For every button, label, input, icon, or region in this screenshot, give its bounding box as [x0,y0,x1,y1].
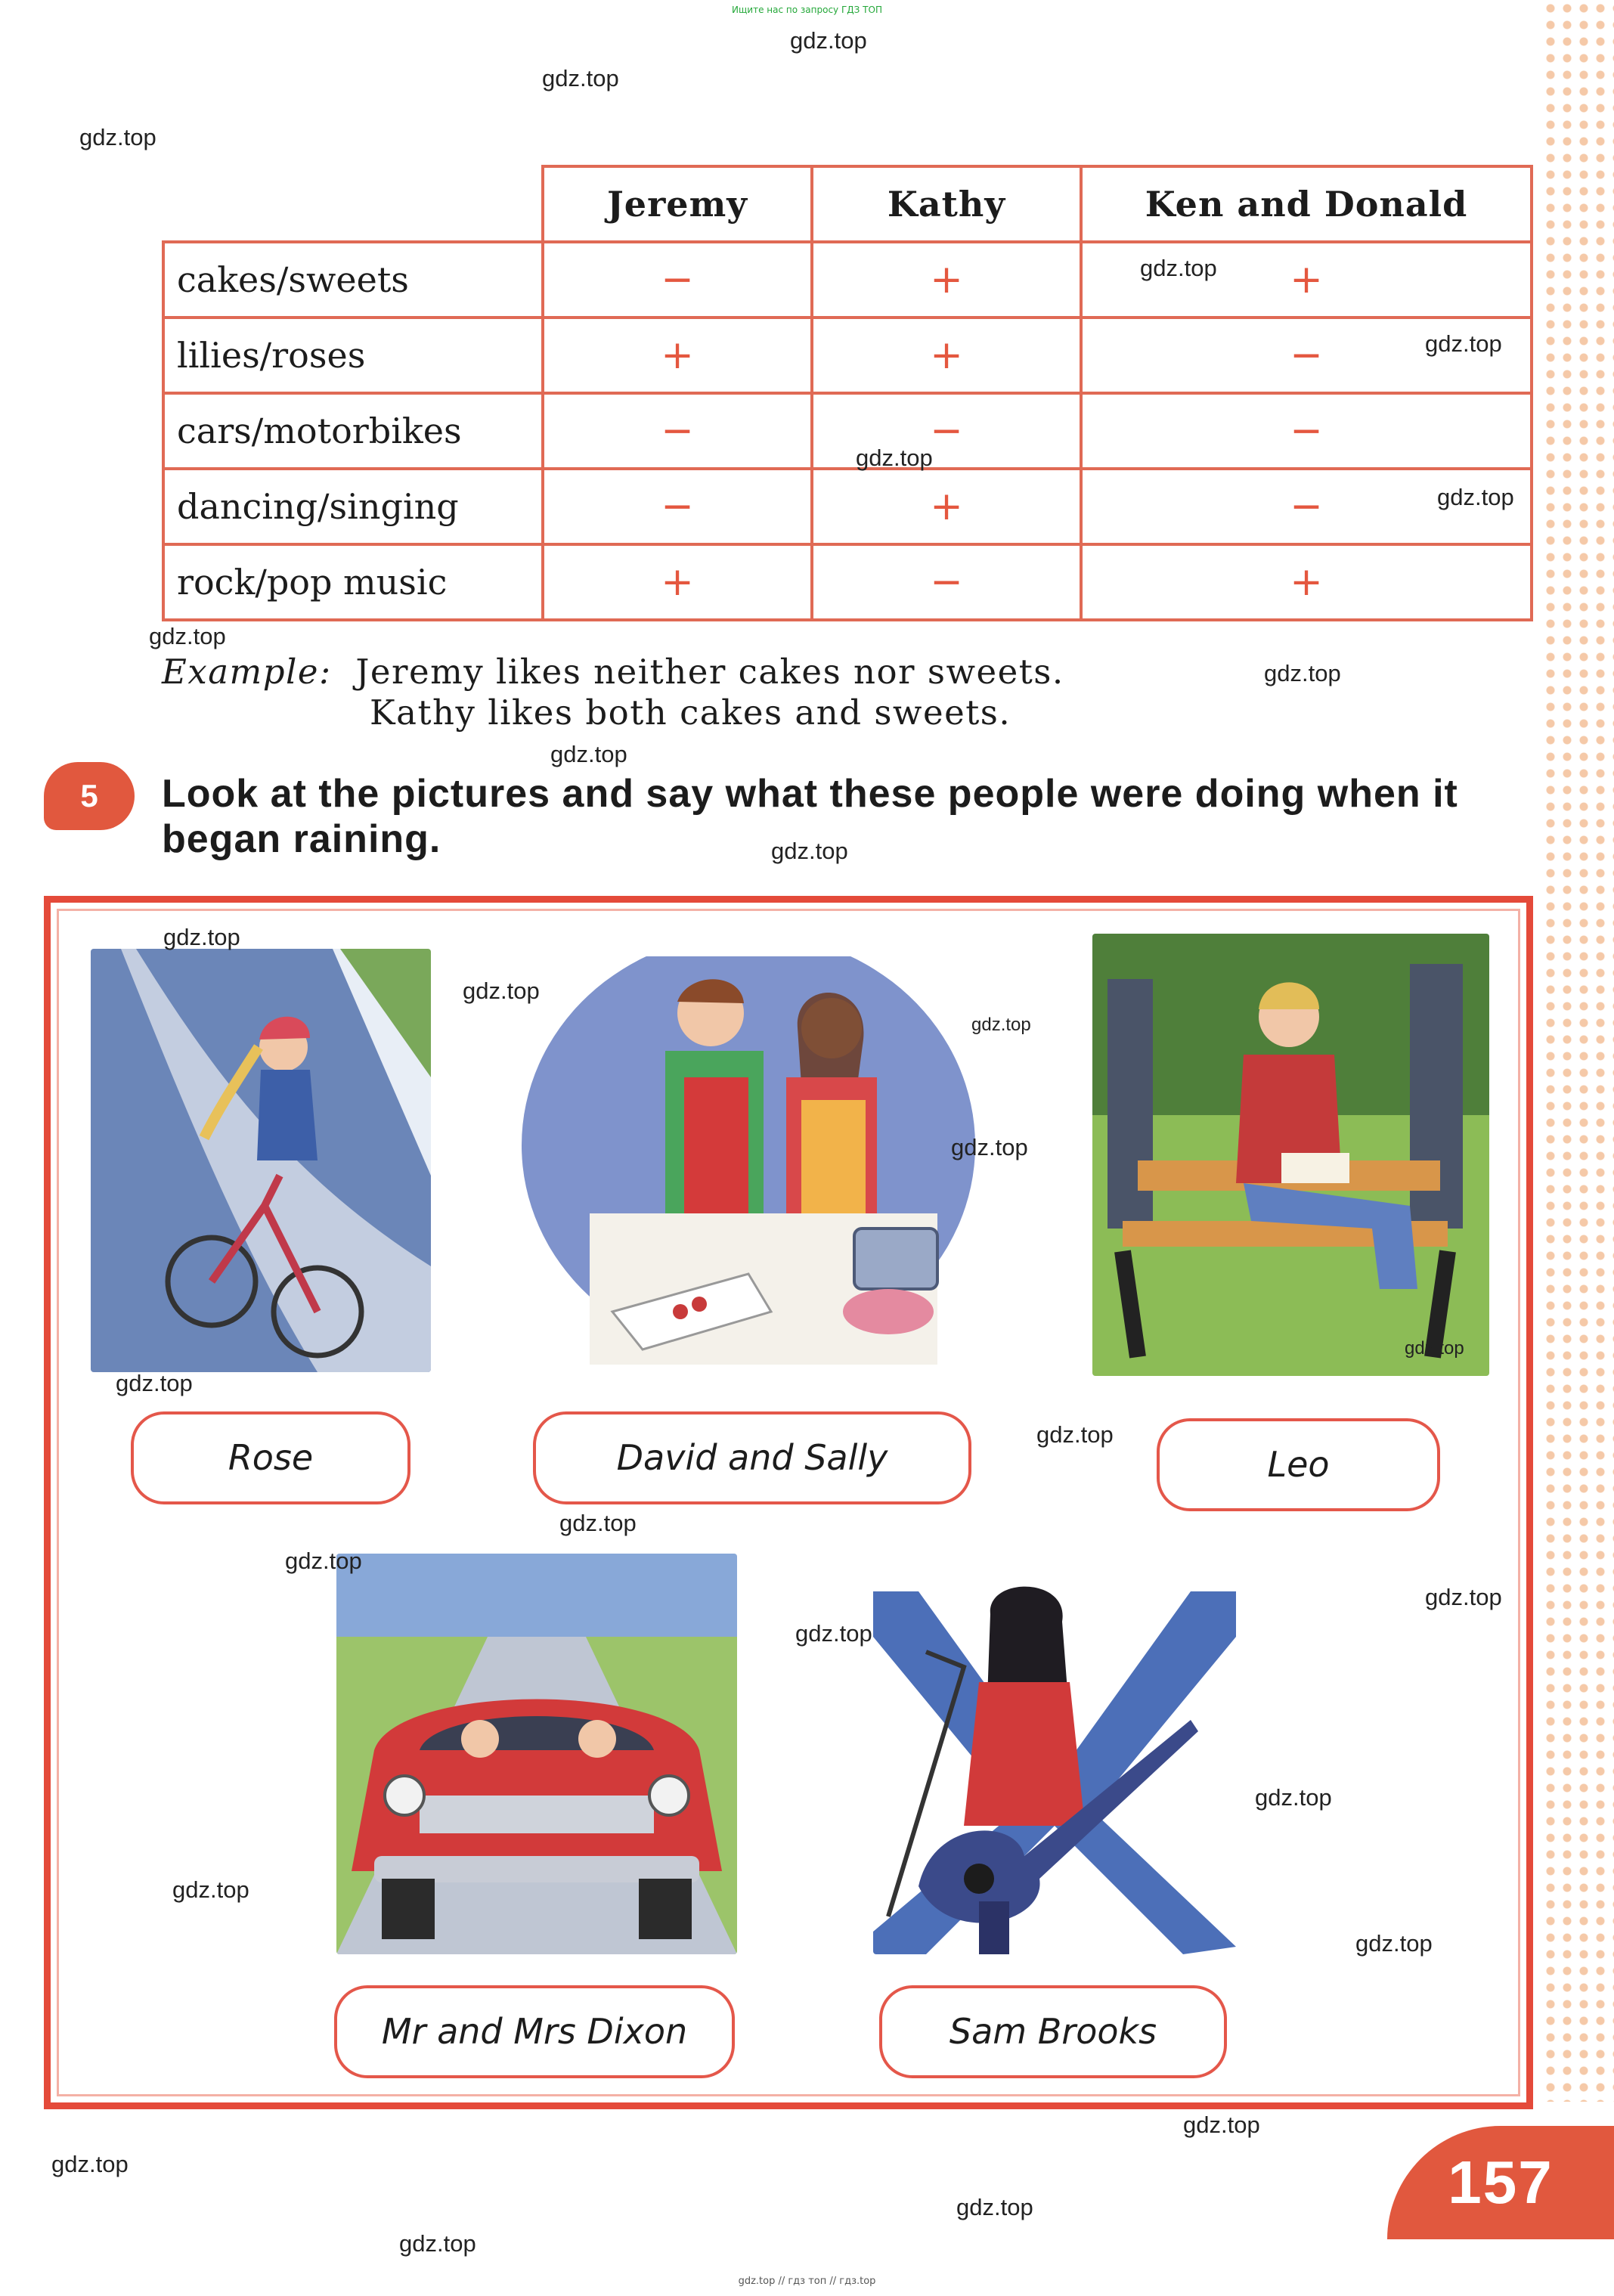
header-note: Ищите нас по запросу ГДЗ ТОП [732,5,882,15]
row-item: rock/pop music [163,544,543,620]
mark-cell: − [812,393,1081,469]
dixon-driving-picture [336,1554,737,1954]
watermark: gdz.top [51,2151,129,2177]
watermark: gdz.top [542,65,619,91]
table-row [163,242,1532,318]
example-line-2: Kathy likes both cakes and sweets. [370,693,1011,733]
watermark: gdz.top [1425,330,1502,357]
mark-cell: + [812,318,1081,393]
watermark: gdz.top [951,1134,1028,1160]
name-label-leo: Leo [1157,1418,1440,1511]
example-label: Example: [162,652,332,692]
watermark: gdz.top [1405,1338,1464,1359]
watermark: gdz.top [550,741,627,767]
watermark: gdz.top [971,1015,1031,1035]
preferences-table [162,165,1533,621]
table-row [163,393,1532,469]
watermark: gdz.top [285,1548,362,1574]
name-label-dixon: Mr and Mrs Dixon [334,1985,735,2078]
watermark: gdz.top [559,1510,637,1536]
table-corner [163,166,543,242]
mark-cell: + [1081,544,1532,620]
watermark: gdz.top [149,623,226,649]
mark-cell: + [543,318,812,393]
watermark: gdz.top [1355,1930,1433,1957]
rose-cycling-picture [91,949,431,1372]
watermark: gdz.top [1264,660,1341,686]
watermark: gdz.top [771,838,848,864]
example-block [162,652,1064,733]
row-item: cakes/sweets [163,242,543,318]
column-header: Jeremy [543,166,812,242]
watermark: gdz.top [1140,255,1217,281]
mark-cell: − [1081,393,1532,469]
mark-cell: − [543,469,812,544]
table-row [163,544,1532,620]
mark-cell: − [1081,318,1532,393]
row-item: cars/motorbikes [163,393,543,469]
sam-brooks-guitar-picture [873,1569,1236,1954]
footer-note: gdz.top // гдз топ // гдз.top [738,2276,876,2287]
mark-cell: − [812,544,1081,620]
mark-cell: − [1081,469,1532,544]
table-row [163,469,1532,544]
watermark: gdz.top [956,2194,1033,2220]
watermark: gdz.top [790,27,867,54]
mark-cell: − [543,242,812,318]
watermark: gdz.top [399,2230,476,2257]
exercise-number-badge: 5 [44,762,135,830]
watermark: gdz.top [1425,1584,1502,1610]
mark-cell: + [812,469,1081,544]
watermark: gdz.top [163,924,240,950]
watermark: gdz.top [463,978,540,1004]
watermark: gdz.top [856,445,933,471]
mark-cell: + [543,544,812,620]
watermark: gdz.top [1255,1784,1332,1811]
name-label-sam: Sam Brooks [879,1985,1227,2078]
dotted-margin-decoration [1542,0,1614,2102]
watermark: gdz.top [1036,1421,1114,1448]
watermark: gdz.top [172,1876,249,1903]
column-header: Kathy [812,166,1081,242]
example-line-1: Jeremy likes neither cakes nor sweets. [355,652,1064,692]
page-number: 157 [1387,2126,1614,2239]
david-sally-cooking-picture [522,956,983,1380]
table-row [163,318,1532,393]
name-label-david-sally: David and Sally [533,1411,971,1504]
exercise-instruction: Look at the pictures and say what these people were doing when it began raining. [162,772,1458,861]
row-item: lilies/roses [163,318,543,393]
leo-reading-picture [1092,934,1489,1376]
column-header: Ken and Donald [1081,166,1532,242]
watermark: gdz.top [116,1370,193,1396]
watermark: gdz.top [795,1620,872,1647]
mark-cell: + [1081,242,1532,318]
watermark: gdz.top [79,124,156,150]
watermark: gdz.top [1437,484,1514,510]
watermark: gdz.top [1183,2112,1260,2138]
mark-cell: + [812,242,1081,318]
row-item: dancing/singing [163,469,543,544]
mark-cell: − [543,393,812,469]
name-label-rose: Rose [131,1411,410,1504]
